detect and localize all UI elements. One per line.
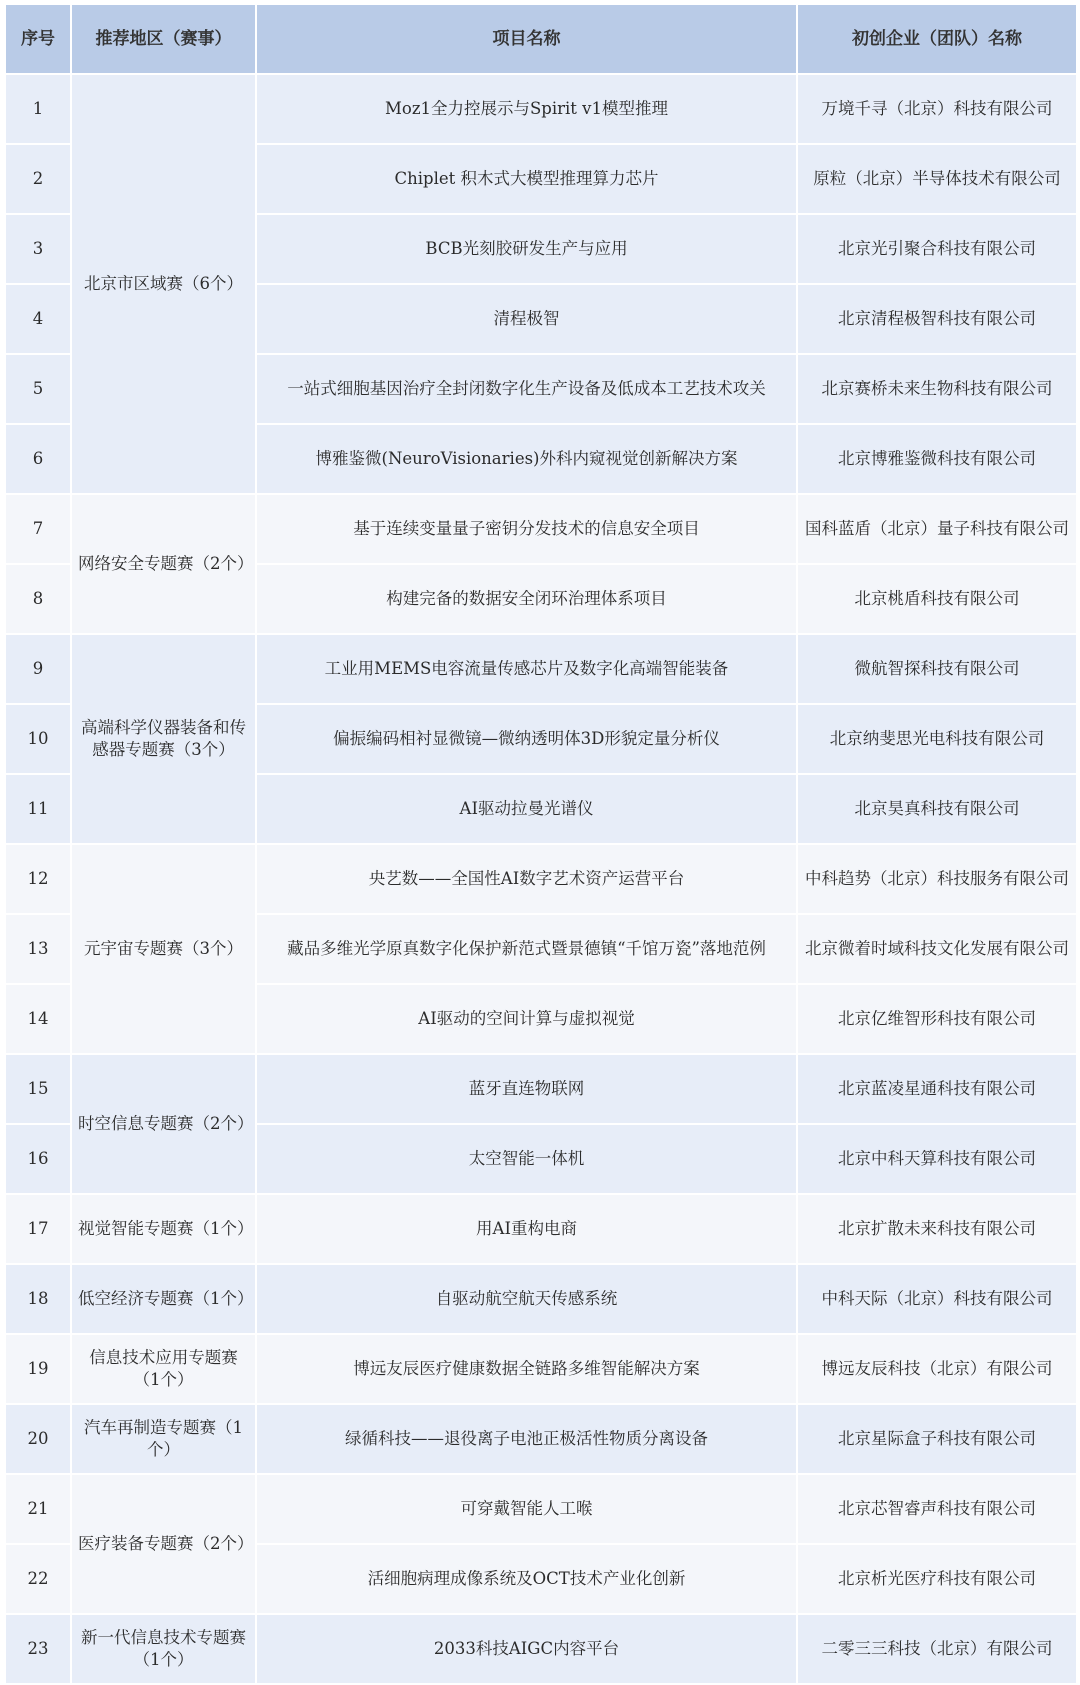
table-body — [5, 74, 1077, 1684]
table-row — [5, 1614, 1077, 1684]
cell-company: 国科蓝盾（北京）量子科技有限公司 — [797, 494, 1077, 564]
cell-region: 信息技术应用专题赛（1个） — [71, 1334, 256, 1404]
header-company: 初创企业（团队）名称 — [797, 4, 1077, 74]
cell-project: 用AI重构电商 — [256, 1194, 797, 1264]
cell-region: 汽车再制造专题赛（1个） — [71, 1404, 256, 1474]
cell-region: 医疗装备专题赛（2个） — [71, 1474, 256, 1614]
cell-project: 蓝牙直连物联网 — [256, 1054, 797, 1124]
cell-company: 北京亿维智形科技有限公司 — [797, 984, 1077, 1054]
cell-company: 北京桃盾科技有限公司 — [797, 564, 1077, 634]
cell-project: 2033科技AIGC内容平台 — [256, 1614, 797, 1684]
cell-region: 北京市区域赛（6个） — [71, 74, 256, 494]
cell-project: 偏振编码相衬显微镜—微纳透明体3D形貌定量分析仪 — [256, 704, 797, 774]
table-row — [5, 844, 1077, 914]
cell-project: 基于连续变量量子密钥分发技术的信息安全项目 — [256, 494, 797, 564]
cell-project: AI驱动拉曼光谱仪 — [256, 774, 797, 844]
cell-seq: 1 — [5, 74, 71, 144]
cell-region: 新一代信息技术专题赛（1个） — [71, 1614, 256, 1684]
cell-region: 网络安全专题赛（2个） — [71, 494, 256, 634]
cell-project: 太空智能一体机 — [256, 1124, 797, 1194]
cell-seq: 2 — [5, 144, 71, 214]
table-row — [5, 1194, 1077, 1264]
cell-company: 北京芯智睿声科技有限公司 — [797, 1474, 1077, 1544]
cell-seq: 10 — [5, 704, 71, 774]
cell-company: 北京光引聚合科技有限公司 — [797, 214, 1077, 284]
cell-seq: 13 — [5, 914, 71, 984]
cell-company: 中科天际（北京）科技有限公司 — [797, 1264, 1077, 1334]
cell-project: 绿循科技——退役离子电池正极活性物质分离设备 — [256, 1404, 797, 1474]
cell-seq: 14 — [5, 984, 71, 1054]
cell-company: 北京清程极智科技有限公司 — [797, 284, 1077, 354]
cell-project: 清程极智 — [256, 284, 797, 354]
cell-company: 博远友辰科技（北京）有限公司 — [797, 1334, 1077, 1404]
cell-seq: 7 — [5, 494, 71, 564]
cell-region: 低空经济专题赛（1个） — [71, 1264, 256, 1334]
cell-seq: 11 — [5, 774, 71, 844]
cell-project: 藏品多维光学原真数字化保护新范式暨景德镇“千馆万瓷”落地范例 — [256, 914, 797, 984]
cell-company: 北京中科天算科技有限公司 — [797, 1124, 1077, 1194]
cell-company: 中科趋势（北京）科技服务有限公司 — [797, 844, 1077, 914]
cell-company: 北京纳斐思光电科技有限公司 — [797, 704, 1077, 774]
header-region: 推荐地区（赛事） — [71, 4, 256, 74]
cell-project: BCB光刻胶研发生产与应用 — [256, 214, 797, 284]
cell-seq: 15 — [5, 1054, 71, 1124]
cell-company: 北京析光医疗科技有限公司 — [797, 1544, 1077, 1614]
cell-company: 万境千寻（北京）科技有限公司 — [797, 74, 1077, 144]
cell-seq: 20 — [5, 1404, 71, 1474]
cell-company: 北京赛桥未来生物科技有限公司 — [797, 354, 1077, 424]
cell-project: 活细胞病理成像系统及OCT技术产业化创新 — [256, 1544, 797, 1614]
cell-seq: 16 — [5, 1124, 71, 1194]
cell-project: Chiplet 积木式大模型推理算力芯片 — [256, 144, 797, 214]
cell-company: 微航智探科技有限公司 — [797, 634, 1077, 704]
cell-region: 时空信息专题赛（2个） — [71, 1054, 256, 1194]
cell-project: 博雅鉴微(NeuroVisionaries)外科内窥视觉创新解决方案 — [256, 424, 797, 494]
cell-company: 北京昊真科技有限公司 — [797, 774, 1077, 844]
cell-region: 高端科学仪器装备和传感器专题赛（3个） — [71, 634, 256, 844]
cell-seq: 21 — [5, 1474, 71, 1544]
cell-company: 北京星际盒子科技有限公司 — [797, 1404, 1077, 1474]
cell-project: AI驱动的空间计算与虚拟视觉 — [256, 984, 797, 1054]
cell-seq: 22 — [5, 1544, 71, 1614]
cell-seq: 17 — [5, 1194, 71, 1264]
cell-project: 工业用MEMS电容流量传感芯片及数字化高端智能装备 — [256, 634, 797, 704]
cell-project: Moz1全力控展示与Spirit v1模型推理 — [256, 74, 797, 144]
cell-project: 博远友辰医疗健康数据全链路多维智能解决方案 — [256, 1334, 797, 1404]
cell-company: 北京博雅鉴微科技有限公司 — [797, 424, 1077, 494]
cell-project: 自驱动航空航天传感系统 — [256, 1264, 797, 1334]
header-project: 项目名称 — [256, 4, 797, 74]
cell-seq: 23 — [5, 1614, 71, 1684]
table-row — [5, 74, 1077, 144]
cell-company: 二零三三科技（北京）有限公司 — [797, 1614, 1077, 1684]
header-seq: 序号 — [5, 4, 71, 74]
table-row — [5, 1054, 1077, 1124]
cell-seq: 9 — [5, 634, 71, 704]
cell-project: 一站式细胞基因治疗全封闭数字化生产设备及低成本工艺技术攻关 — [256, 354, 797, 424]
header-row — [5, 4, 1077, 74]
cell-seq: 18 — [5, 1264, 71, 1334]
cell-seq: 3 — [5, 214, 71, 284]
table-row — [5, 634, 1077, 704]
table-header — [5, 4, 1077, 74]
cell-company: 北京扩散未来科技有限公司 — [797, 1194, 1077, 1264]
cell-seq: 4 — [5, 284, 71, 354]
cell-company: 北京微着时域科技文化发展有限公司 — [797, 914, 1077, 984]
cell-seq: 19 — [5, 1334, 71, 1404]
table-row — [5, 494, 1077, 564]
cell-project: 央艺数——全国性AI数字艺术资产运营平台 — [256, 844, 797, 914]
cell-region: 视觉智能专题赛（1个） — [71, 1194, 256, 1264]
cell-company: 原粒（北京）半导体技术有限公司 — [797, 144, 1077, 214]
project-table — [4, 3, 1078, 1685]
table-row — [5, 1474, 1077, 1544]
cell-region: 元宇宙专题赛（3个） — [71, 844, 256, 1054]
cell-project: 可穿戴智能人工喉 — [256, 1474, 797, 1544]
table-row — [5, 1334, 1077, 1404]
table-row — [5, 1264, 1077, 1334]
cell-seq: 5 — [5, 354, 71, 424]
cell-seq: 6 — [5, 424, 71, 494]
cell-company: 北京蓝凌星通科技有限公司 — [797, 1054, 1077, 1124]
table-row — [5, 1404, 1077, 1474]
cell-seq: 8 — [5, 564, 71, 634]
cell-seq: 12 — [5, 844, 71, 914]
cell-project: 构建完备的数据安全闭环治理体系项目 — [256, 564, 797, 634]
